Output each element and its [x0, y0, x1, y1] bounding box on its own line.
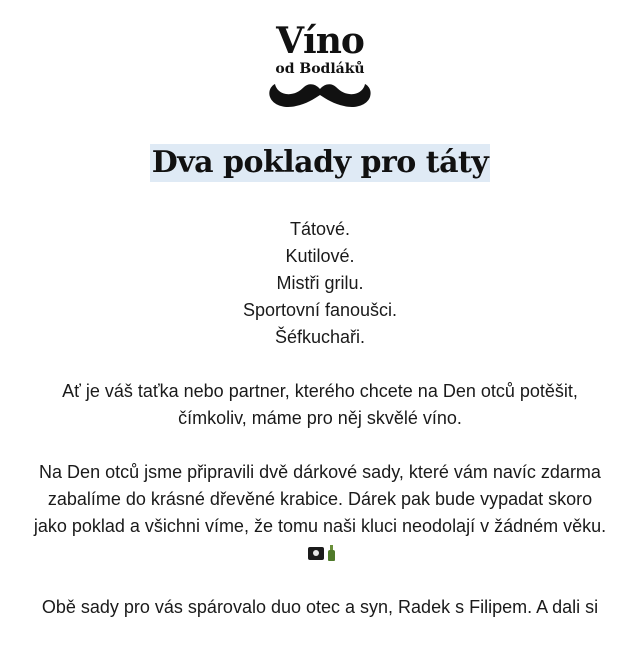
list-item: Kutilové.: [285, 246, 355, 266]
logo-subtitle: od Bodláků: [275, 61, 365, 77]
list-item: Šéfkuchaři.: [274, 327, 366, 347]
paragraph-intro-text: Ať je váš taťka nebo partner, kterého chcete na Den otců potěšit, čímkoliv, máme pro něj skvělé víno.: [62, 381, 578, 428]
mustache-icon: [268, 81, 372, 111]
brand-logo[interactable]: [0, 22, 640, 111]
paragraph-intro: [30, 378, 610, 432]
logo-wordmark: Víno: [276, 20, 364, 62]
list-item: Mistři grilu.: [276, 273, 364, 293]
message-body: [30, 216, 610, 648]
wine-bottle-icon: [328, 545, 335, 561]
headline-container: [0, 144, 640, 182]
paragraph-gift-sets-text: Na Den otců jsme připravili dvě dárkové sady, které vám navíc zdarma zabalíme do krásné dřevěné krabice. Dárek pak bude vypadat skoro jako poklad a všichni víme, že tomu naši kluci neodolají v žádném věku.: [33, 462, 607, 536]
intro-list: [30, 216, 610, 351]
list-item: Sportovní fanoušci.: [242, 300, 398, 320]
paragraph-pairing-text: Obě sady pro vás spárovalo duo otec a syn, Radek s Filipem. A dali si: [41, 597, 599, 617]
page-title: Dva poklady pro táty: [151, 145, 489, 180]
paragraph-pairing: [30, 594, 610, 621]
list-item: Tátové.: [289, 219, 351, 239]
paragraph-gift-sets: [30, 459, 610, 567]
pirate-flag-icon: [308, 547, 324, 560]
